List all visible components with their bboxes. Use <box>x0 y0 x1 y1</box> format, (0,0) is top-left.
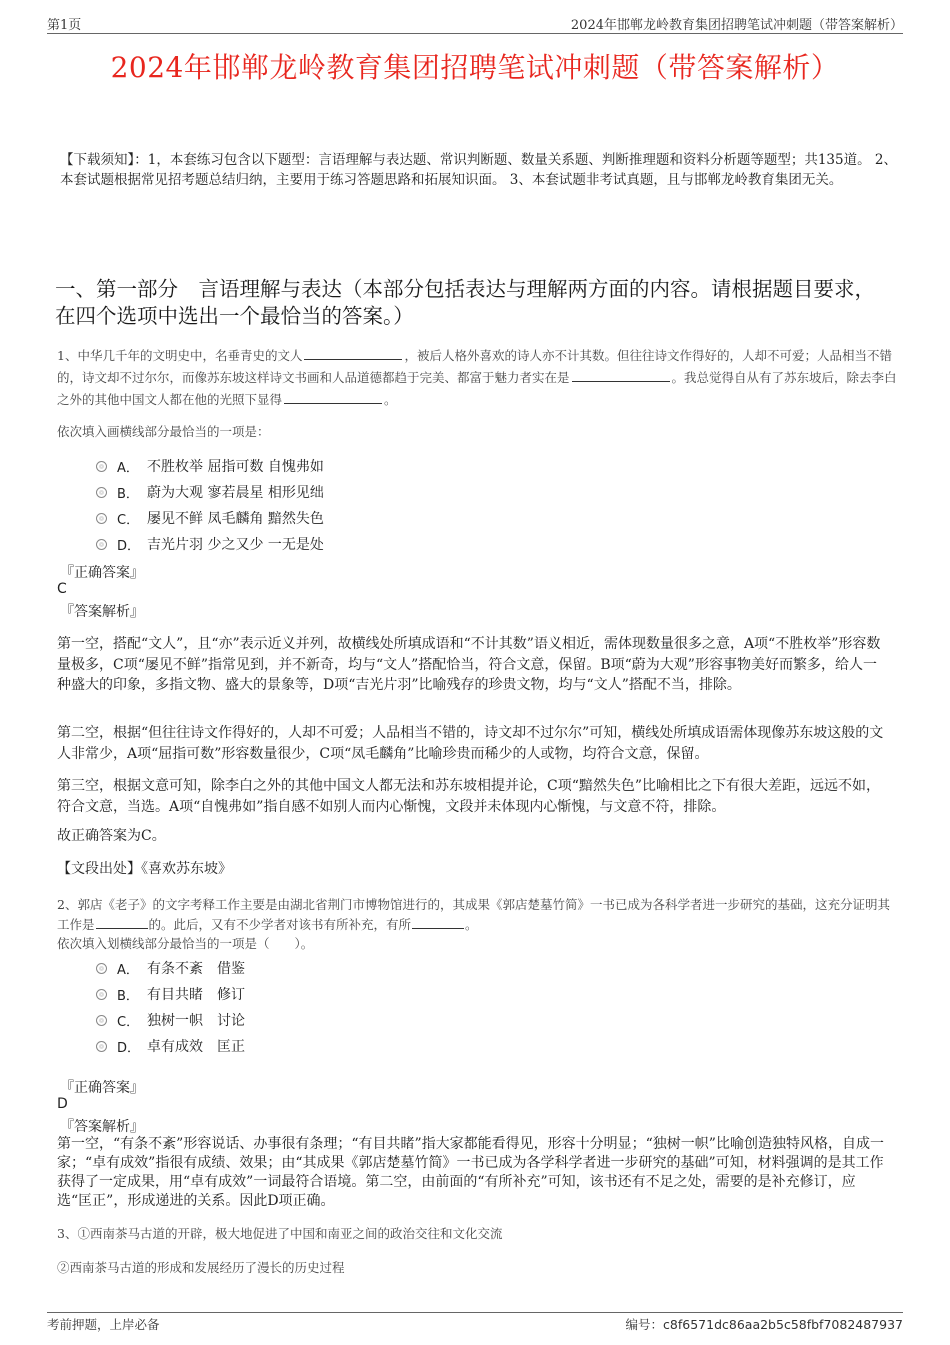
section-heading: 一、第一部分 言语理解与表达（本部分包括表达与理解两方面的内容。请根据题目要求，在四个选项中选出一个最恰当的答案。） <box>55 277 875 328</box>
q1-text-4: 。 <box>384 392 397 407</box>
q1-analysis-label: 『答案解析』 <box>60 604 144 620</box>
footer-divider <box>47 1312 903 1313</box>
q2-text-2: 的。此后，又有不少学者对该书有所补充，有所 <box>148 917 412 932</box>
fill-blank <box>412 916 464 929</box>
q2-analysis: 第一空，“有条不紊”形容说话、办事很有条理；“有目共睹”指大家都能看得见，形容十分明显；“独树一帜”比喻创造独特风格，自成一家；“卓有成效”指很有成绩、效果；由“其成果《郭店楚墓竹简》一书已成为各学科学者进一步研究的基础”可知，材料强调的是其工作获得了一定成果，用“卓有成效”一词最符合语境。第二空，由前面的“有所补充”可知，该书还有不足之处，需要的是补充修订，应选“匡正”，形成递进的关系。因此D项正确。 <box>57 1136 884 1209</box>
q2-text-3: 。 <box>465 917 478 932</box>
footer-slogan: 考前押题，上岸必备 <box>47 1317 160 1332</box>
radio-button-icon[interactable] <box>96 539 107 550</box>
page-number: 第1页 <box>47 18 82 33</box>
radio-button-icon[interactable] <box>96 963 107 974</box>
q1-analysis-paragraph-1: 第一空，搭配“文人”，且“亦”表示近义并列，故横线处所填成语和“不计其数”语义相近，需体现数量很多之意，A项“不胜枚举”形容数量极多，C项“屡见不鲜”指常见到，并不新奇，均与“文人”搭配恰当，符合文意，保留。B项“蔚为大观”形容事物美好而繁多，给人一种盛大的印象，多指文物、盛大的景象等，D项“吉光片羽”比喻残存的珍贵文物，均与“文人”搭配不当，排除。 <box>57 636 881 693</box>
fill-blank <box>96 916 148 929</box>
q2-option-c[interactable]: C． 独树一帜 讨论 <box>96 1010 245 1030</box>
question-2-prompt: 依次填入划横线部分最恰当的一项是（ ）。 <box>57 936 314 951</box>
q1-option-c[interactable]: C． 屡见不鲜 凤毛麟角 黯然失色 <box>96 508 324 528</box>
question-1-stem <box>57 345 902 411</box>
question-3-statement-1: 3、①西南茶马古道的开辟，极大地促进了中国和南亚之间的政治交往和文化交流 <box>57 1226 503 1241</box>
q2-option-a[interactable]: A． 有条不紊 借鉴 <box>96 958 245 978</box>
q2-analysis-label: 『答案解析』 <box>60 1119 144 1135</box>
radio-button-icon[interactable] <box>96 1015 107 1026</box>
q1-answer: C <box>57 581 67 597</box>
radio-button-icon[interactable] <box>96 487 107 498</box>
fill-blank <box>304 347 402 360</box>
radio-button-icon[interactable] <box>96 513 107 524</box>
fill-blank <box>284 391 382 404</box>
q1-source: 【文段出处】《喜欢苏东坡》 <box>57 861 232 877</box>
q2-answer: D <box>57 1096 68 1112</box>
footer-code-label: 编号： <box>625 1317 664 1332</box>
q2-option-d[interactable]: D． 卓有成效 匡正 <box>96 1036 245 1056</box>
question-1-prompt: 依次填入画横线部分最恰当的一项是： <box>57 424 270 439</box>
page-title: 2024年邯郸龙岭教育集团招聘笔试冲刺题（带答案解析） <box>110 51 840 84</box>
q1-analysis-paragraph-2: 第二空，根据“但往往诗文作得好的，人却不可爱；人品相当不错的，诗文却不过尔尔”可知，横线处所填成语需体现像苏东坡这般的文人非常少，A项“屈指可数”形容数量很少，C项“凤毛麟角”比喻珍贵而稀少的人或物，均符合文意，保留。 <box>57 725 884 762</box>
q1-option-b[interactable]: B． 蔚为大观 寥若晨星 相形见绌 <box>96 482 324 502</box>
q1-analysis-conclusion: 故正确答案为C。 <box>57 828 166 844</box>
question-2-stem <box>57 895 902 935</box>
q1-answer-label: 『正确答案』 <box>60 565 144 581</box>
q1-option-d[interactable]: D． 吉光片羽 少之又少 一无是处 <box>96 534 324 554</box>
q1-text-3: 。我总觉得自从有了苏东坡后，除去李白之外的其他中国文人都在他的光照下显得 <box>57 370 897 407</box>
radio-button-icon[interactable] <box>96 461 107 472</box>
fill-blank <box>572 369 670 382</box>
radio-button-icon[interactable] <box>96 989 107 1000</box>
q1-option-a[interactable]: A． 不胜枚举 屈指可数 自愧弗如 <box>96 456 324 476</box>
header-divider <box>47 33 903 34</box>
q1-analysis-paragraph-3: 第三空，根据文意可知，除李白之外的其他中国文人都无法和苏东坡相提并论，C项“黯然失色”比喻相比之下有很大差距，远远不如，符合文意，当选。A项“自愧弗如”指自感不如别人而内心惭愧，文段并未体现内心惭愧，与文意不符，排除。 <box>57 778 881 815</box>
q2-option-b[interactable]: B． 有目共睹 修订 <box>96 984 245 1004</box>
q1-text-1: 1、中华几千年的文明史中，名垂青史的文人 <box>57 348 303 363</box>
header-doc-title: 2024年邯郸龙岭教育集团招聘笔试冲刺题（带答案解析） <box>570 18 903 33</box>
question-3-statement-2: ②西南茶马古道的形成和发展经历了漫长的历史过程 <box>57 1260 345 1275</box>
q2-text-1: 2、郭店《老子》的文字考释工作主要是由湖北省荆门市博物馆进行的，其成果《郭店楚墓竹简》一书已成为各科学者进一步研究的基础，这充分证明其工作是 <box>57 897 890 932</box>
radio-button-icon[interactable] <box>96 1041 107 1052</box>
q2-answer-label: 『正确答案』 <box>60 1080 144 1096</box>
footer-code-value: c8f6571dc86aa2b5c58fbf7082487937 <box>663 1317 903 1332</box>
download-notice: 【下载须知】：1，本套练习包含以下题型：言语理解与表达题、常识判断题、数量关系题、判断推理题和资料分析题等题型；共135道。 2、本套试题根据常见招考题总结归纳，主要用于练习答题思路和拓展知识面。 3、本套试题非考试真题，且与邯郸龙岭教育集团无关。 <box>60 152 897 188</box>
footer-code <box>626 1315 903 1333</box>
q1-text-2: ，被后人格外喜欢的诗人亦不计其数。但往往诗文作得好的，人却不可爱；人品相当不错的，诗文却不过尔尔，而像苏东坡这样诗文书画和人品道德都趋于完美、都富于魅力者实在是 <box>57 348 892 385</box>
